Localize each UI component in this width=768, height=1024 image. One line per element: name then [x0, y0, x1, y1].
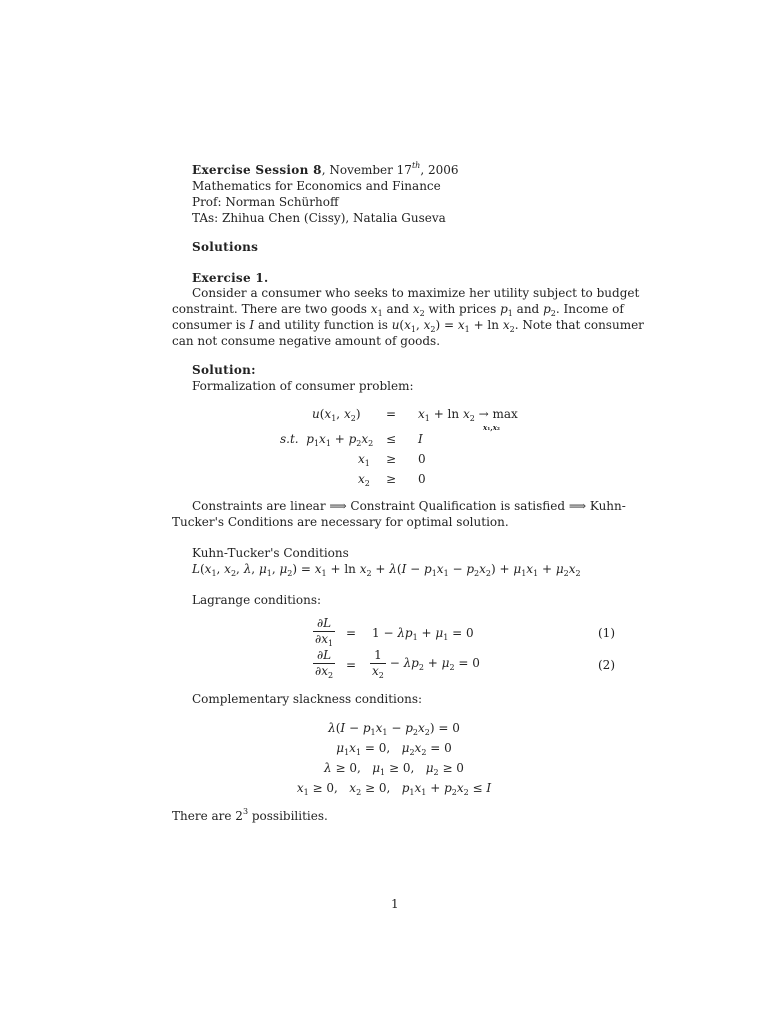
session-date-suffix: , 2006	[420, 163, 459, 177]
objective-eq: =	[386, 407, 397, 421]
nonneg-x1-op: ≥	[386, 452, 397, 466]
possibilities-suffix: possibilities.	[248, 809, 328, 823]
kt-heading: Kuhn-Tucker's Conditions	[192, 546, 349, 560]
nonneg-x2-rhs: 0	[418, 472, 426, 486]
session-date-prefix: , November 17	[321, 163, 412, 177]
slackness-label: Complementary slackness conditions:	[192, 692, 423, 706]
max-subscript: x₁,x₂	[483, 423, 500, 432]
eq2-lhs: $\frac{\partial L}{\partial x_2}$	[315, 648, 334, 680]
slack-3: λ ≥ 0, $\mu_1 \ge 0$, $\mu_2 \ge 0$	[324, 761, 464, 777]
eq2-op: =	[346, 658, 357, 672]
nonneg-x1-lhs: $x_1$	[358, 452, 370, 468]
solutions-heading: Solutions	[192, 240, 259, 254]
session-date-sup: th	[411, 161, 421, 170]
prof-line: Prof: Norman Schürhoff	[192, 195, 339, 209]
page-number: 1	[391, 897, 399, 911]
formalization-label: Formalization of consumer problem:	[192, 379, 414, 393]
nonneg-x2-op: ≥	[386, 472, 397, 486]
eq1-lhs: $\frac{\partial L}{\partial x_1}$	[315, 616, 334, 648]
tas-line: TAs: Zhihua Chen (Cissy), Natalia Guseva	[192, 211, 446, 225]
possibilities-prefix: There are 2	[172, 809, 243, 823]
lagrangian-line: $L(x_1$, $x_2$, λ, $\mu_1$, $\mu_2) = x_1 + \ln x_2 + \lambda(I - p_1x_1 - p_2x_2) + \mu_1x_1 + \mu_2x_2$	[192, 562, 581, 578]
slack-4: $x_1 \ge 0$, $x_2 \ge 0$, $p_1x_1 + p_2x_2 \le I$	[296, 781, 492, 797]
budget-op: ≤	[386, 432, 397, 446]
slack-1: $\lambda(I - p_1x_1 - p_2x_2) = 0$	[328, 721, 460, 737]
slackness-block	[172, 720, 616, 800]
eq2-rhs: $\frac{1}{x_2}$ − $\lambda p_2 + \mu_2 = 0$	[372, 648, 480, 680]
nonneg-x2-lhs: $x_2$	[358, 472, 370, 488]
budget-rhs: I	[418, 432, 423, 446]
eq1-rhs: $1 - \lambda p_1 + \mu_1 = 0$	[372, 626, 474, 642]
possibilities-exponent: 3	[242, 807, 249, 816]
session-line	[192, 162, 458, 178]
slack-2: $\mu_1x_1 = 0$, $\mu_2x_2 = 0$	[336, 741, 452, 757]
constraints-paragraph: Constraints are linear ⟹ Constraint Qualification is satisfied ⟹ Kuhn- Tucker's Conditions are necessary for optimal solution.	[172, 499, 626, 529]
nonneg-x1-rhs: 0	[418, 452, 426, 466]
lagrange-label: Lagrange conditions:	[192, 593, 322, 607]
eq1-op: =	[346, 626, 357, 640]
eq2-number: (2)	[598, 658, 615, 672]
solution-heading: Solution:	[192, 363, 256, 377]
eq1-number: (1)	[598, 626, 615, 640]
course-line: Mathematics for Economics and Finance	[192, 179, 441, 193]
possibilities-line	[172, 808, 328, 824]
exercise-paragraph: Consider a consumer who seeks to maximize her utility subject to budget constraint. There are two goods $x_1$ and $x_2$ with prices $p_1$ and $p_2$. Income of consumer is I and utility function is $u(x_1$, $x_2) = x_1 + \ln x_2$. Note that consumer can not consume negative amount of goods.	[172, 286, 644, 348]
exercise-heading: Exercise 1.	[192, 271, 269, 285]
budget-row: s.t. $p_1x_1 + p_2x_2$	[280, 432, 374, 448]
objective-row: $u(x_1$, $x_2$)	[312, 407, 361, 423]
objective-rhs: $x_1 + \ln x_2 \to \max$	[418, 407, 518, 423]
session-title: Exercise Session 8	[192, 163, 322, 177]
